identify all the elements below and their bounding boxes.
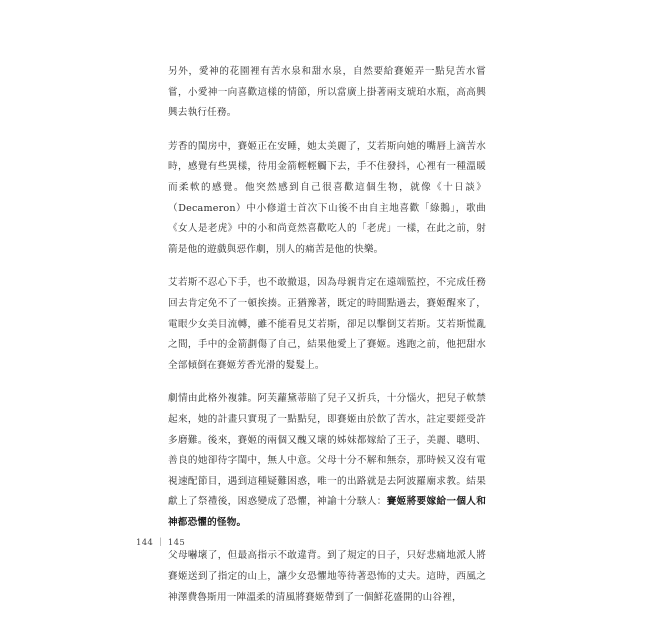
oracle-emphasis: 賽姬將要嫁給一個人和神都恐懼的怪物。 (168, 496, 487, 528)
paragraph-1-text: 另外，愛神的花園裡有苦水泉和甜水泉，自然要給賽姬弄一點兒苦水嘗嘗，小愛神一向喜歡這樣的情節，所以當廣上掛著兩支琥珀水瓶，高高興興去執行任務。 (168, 66, 486, 119)
paragraph-5 (168, 546, 486, 608)
paragraph-3-text: 艾若斯不忍心下手，也不敢撤退，因為母親肯定在遠端監控，不完成任務回去肯定免不了一頓挨揍。正猶豫著，既定的時間點過去，賽姬醒來了，電眼少女美目流轉，雖不能看見艾若斯，卻足以擊倒艾若斯。艾若斯慌亂之間，手中的金箭劃傷了自己，結果他愛上了賽姬。逃跑之前，他把甜水全部傾倒在賽姬芳香光滑的髮髮上。 (168, 277, 486, 371)
paragraph-2 (168, 137, 486, 261)
paragraph-1 (168, 62, 486, 124)
body-text (168, 62, 486, 621)
paragraph-4-text: 劇情由此格外複雜。阿芙蘿黛蒂賠了兒子又折兵，十分惱火，把兒子軟禁起來，她的計畫只實現了一點點兒，即賽姬由於飲了苦水，註定要經受許多磨難。後來，賽姬的兩個又醜又壞的姊妹都嫁給了王子，美麗、聰明、善良的她卻待字閨中，無人中意。父母十分不解和無奈，那時候又沒有電視速配節目，遇到這種疑難困惑，唯一的出路就是去阿波羅廟求教。結果獻上了祭禮後，困惑變成了恐懼，神諭十分駭人： (168, 393, 486, 508)
page-number: 144 ｜ 145 (136, 538, 186, 548)
paragraph-4 (168, 389, 486, 533)
paragraph-5-text: 父母嚇壞了，但最高指示不敢違背。到了規定的日子，只好悲痛地派人將賽姬送到了指定的山上，讓少女恐懼地等待著恐怖的丈夫。這時，西風之神澤費魯斯用一陣溫柔的清風將賽姬帶到了一個鮮花盛開的山谷裡， (168, 550, 486, 603)
paragraph-3 (168, 273, 486, 376)
paragraph-2-text: 芳香的閨房中，賽姬正在安睡，她太美麗了，艾若斯向她的嘴唇上滴苦水時，感覺有些異樣，待用金箭輕輕觸下去，手不住發抖，心裡有一種溫暖而柔軟的感覺。他突然感到自己很喜歡這個生物，就像《十日談》（Decameron）中小修道士首次下山後不由自主地喜歡「綠鵝」，歌曲《女人是老虎》中的小和尚竟然喜歡吃人的「老虎」一樣，在此之前，射箭是他的遊戲與惡作劇，別人的痛苦是他的快樂。 (168, 140, 486, 255)
